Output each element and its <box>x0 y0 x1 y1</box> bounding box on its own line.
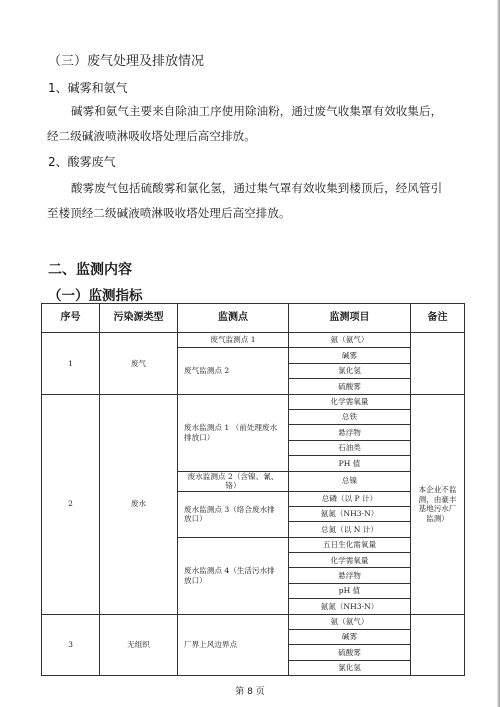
cell-monitoring-item: 氨（氨气） <box>289 614 411 629</box>
cell-monitoring-point: 废水监测点 1 （前处理废水排放口） <box>178 394 289 471</box>
header-no: 序号 <box>42 304 100 333</box>
cell-monitoring-item: 悬浮物 <box>289 425 411 440</box>
cell-monitoring-item: 氯化氢 <box>289 363 411 378</box>
paragraph-1-line-1: 碱雾和氨气主要来自除油工序使用除油粉，通过废气收集罩有效收集后， <box>71 104 443 118</box>
section-heading-monitoring: 二、监测内容 <box>48 262 132 278</box>
paragraph-2-line-2: 至楼顶经二级碱液喷淋吸收塔处理后高空排放。 <box>47 206 291 220</box>
header-remark: 备注 <box>411 304 465 333</box>
cell-monitoring-item: 氨（氨气） <box>289 333 411 348</box>
cell-monitoring-item: 氨氮（NH3-N） <box>289 506 411 521</box>
cell-monitoring-point: 废水监测点 3（络合废水排放口） <box>178 491 289 537</box>
cell-monitoring-item: 化学需氧量 <box>289 553 411 568</box>
cell-monitoring-point: 废水监测点 4（生活污水排放口） <box>178 537 289 614</box>
table-row <box>42 394 465 409</box>
cell-monitoring-item: 悬浮物 <box>289 568 411 583</box>
page-number: 第 8 页 <box>235 687 265 697</box>
cell-no: 1 <box>42 333 100 395</box>
table-row <box>42 614 465 629</box>
cell-monitoring-item: 化学需氧量 <box>289 394 411 409</box>
cell-no: 3 <box>42 614 100 676</box>
subheading-alkali-ammonia: 1、碱雾和氨气 <box>48 81 128 95</box>
cell-monitoring-item: 碱雾 <box>289 348 411 363</box>
cell-monitoring-point: 厂界上风边界点 <box>178 614 289 676</box>
subheading-acid-mist: 2、酸雾废气 <box>48 155 116 169</box>
cell-monitoring-item: 总镍 <box>289 471 411 491</box>
subsection-heading-indicators: （一）监测指标 <box>48 288 143 304</box>
cell-monitoring-item: 硫酸雾 <box>289 645 411 660</box>
cell-monitoring-item: 五日生化需氧量 <box>289 537 411 552</box>
cell-monitoring-item: PH 值 <box>289 456 411 471</box>
paragraph-1-line-2: 经二级碱液喷淋吸收塔处理后高空排放。 <box>47 129 256 143</box>
cell-remark <box>411 333 465 395</box>
cell-monitoring-point: 废水监测点 2（含镍、氰、铬） <box>178 471 289 491</box>
cell-monitoring-item: 硫酸雾 <box>289 379 411 394</box>
table-row <box>42 333 465 348</box>
monitoring-table <box>41 303 465 676</box>
cell-no: 2 <box>42 394 100 614</box>
header-monitoring-item: 监测项目 <box>289 304 411 333</box>
cell-source-type: 废气 <box>100 333 178 395</box>
header-monitoring-point: 监测点 <box>178 304 289 333</box>
cell-monitoring-point: 废气监测点 1 <box>178 333 289 348</box>
cell-monitoring-item: 总磷（以 P 计） <box>289 491 411 506</box>
cell-monitoring-item: 石油类 <box>289 440 411 455</box>
cell-remark: 本企业不监测，由豪丰基地污水厂监测） <box>411 394 465 614</box>
section-heading-waste-gas: （三）废气处理及排放情况 <box>48 54 205 69</box>
cell-monitoring-item: pH 值 <box>289 583 411 598</box>
cell-source-type: 无组织 <box>100 614 178 676</box>
cell-monitoring-item: 碱雾 <box>289 630 411 645</box>
cell-source-type: 废水 <box>100 394 178 614</box>
cell-monitoring-item: 总氮（以 N 计） <box>289 522 411 537</box>
cell-monitoring-item: 氯化氢 <box>289 660 411 675</box>
header-source-type: 污染源类型 <box>100 304 178 333</box>
cell-remark <box>411 614 465 676</box>
cell-monitoring-point: 废气监测点 2 <box>178 348 289 394</box>
paragraph-2-line-1: 酸雾废气包括硫酸雾和氯化氢，通过集气罩有效收集到楼顶后，经风管引 <box>71 181 443 195</box>
table-header-row <box>42 304 465 333</box>
cell-monitoring-item: 氨氮（NH3-N） <box>289 599 411 614</box>
cell-monitoring-item: 总铁 <box>289 409 411 424</box>
